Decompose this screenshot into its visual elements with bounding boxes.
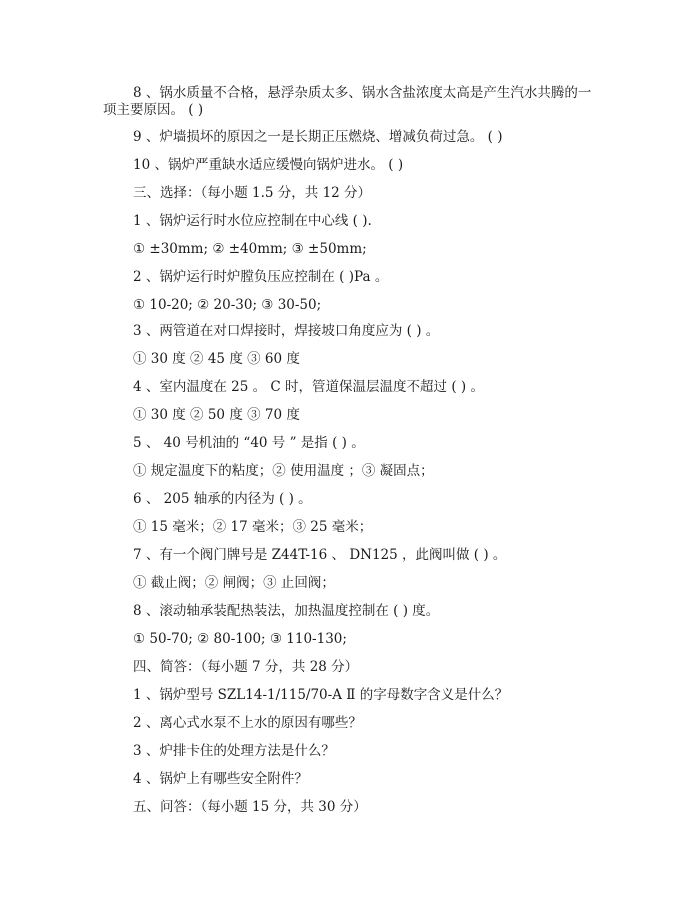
choice-q8: 8 、滚动轴承装配热装法，加热温度控制在 ( ) 度。 xyxy=(133,603,440,619)
choice-q3: 3 、两管道在对口焊接时，焊接坡口角度应为 ( ) 。 xyxy=(133,323,440,339)
q9-statement: 9 、炉墙损坏的原因之一是长期正压燃烧、增减负荷过急。 ( ) xyxy=(133,129,503,145)
short-answer-q2: 2 、离心式水泵不上水的原因有哪些？ xyxy=(133,715,362,731)
q8-statement-line2: 项主要原因。 ( ) xyxy=(103,102,204,118)
choice-q5-options: ① 规定温度下的粘度；② 使用温度 ；③ 凝固点； xyxy=(133,463,434,479)
short-answer-q3: 3 、炉排卡住的处理方法是什么？ xyxy=(133,743,335,759)
choice-q6: 6 、 205 轴承的内径为 ( ) 。 xyxy=(133,491,312,507)
short-answer-q4: 4 、锅炉上有哪些安全附件？ xyxy=(133,771,308,787)
choice-q8-options: ① 50-70; ② 80-100; ③ 110-130; xyxy=(133,631,347,647)
choice-q1: 1 、锅炉运行时水位应控制在中心线 ( ). xyxy=(133,213,372,229)
choice-q2: 2 、锅炉运行时炉膛负压应控制在 ( )Pa 。 xyxy=(133,269,389,285)
section-4-heading: 四、简答：（每小题 7 分，共 28 分） xyxy=(133,659,359,675)
choice-q7-options: ① 截止阀；② 闸阀；③ 止回阀； xyxy=(133,575,335,591)
short-answer-q1: 1 、锅炉型号 SZL14-1/115/70-A Ⅱ 的字母数字含义是什么？ xyxy=(133,687,509,703)
choice-q4-options: ① 30 度 ② 50 度 ③ 70 度 xyxy=(133,407,300,423)
choice-q1-options: ① ±30mm; ② ±40mm; ③ ±50mm; xyxy=(133,241,367,257)
choice-q7: 7 、有一个阀门牌号是 Z44T-16 、 DN125 ，此阀叫做 ( ) 。 xyxy=(133,547,507,563)
q8-statement-line1: 8 、锅水质量不合格，悬浮杂质太多、锅水含盐浓度太高是产生汽水共腾的一 xyxy=(133,85,592,101)
section-5-heading: 五、问答：（每小题 15 分，共 30 分） xyxy=(133,799,367,815)
choice-q2-options: ① 10-20; ② 20-30; ③ 30-50; xyxy=(133,297,322,313)
choice-q6-options: ① 15 毫米；② 17 毫米；③ 25 毫米； xyxy=(133,519,373,535)
q10-statement: 10 、锅炉严重缺水适应缓慢向锅炉进水。 ( ) xyxy=(133,157,404,173)
choice-q5: 5 、 40 号机油的 “40 号 ” 是指 ( ) 。 xyxy=(133,435,365,451)
choice-q3-options: ① 30 度 ② 45 度 ③ 60 度 xyxy=(133,351,300,367)
choice-q4: 4 、室内温度在 25 。 C 时，管道保温层温度不超过 ( ) 。 xyxy=(133,379,484,395)
section-3-heading: 三、选择：（每小题 1.5 分，共 12 分） xyxy=(133,185,372,201)
